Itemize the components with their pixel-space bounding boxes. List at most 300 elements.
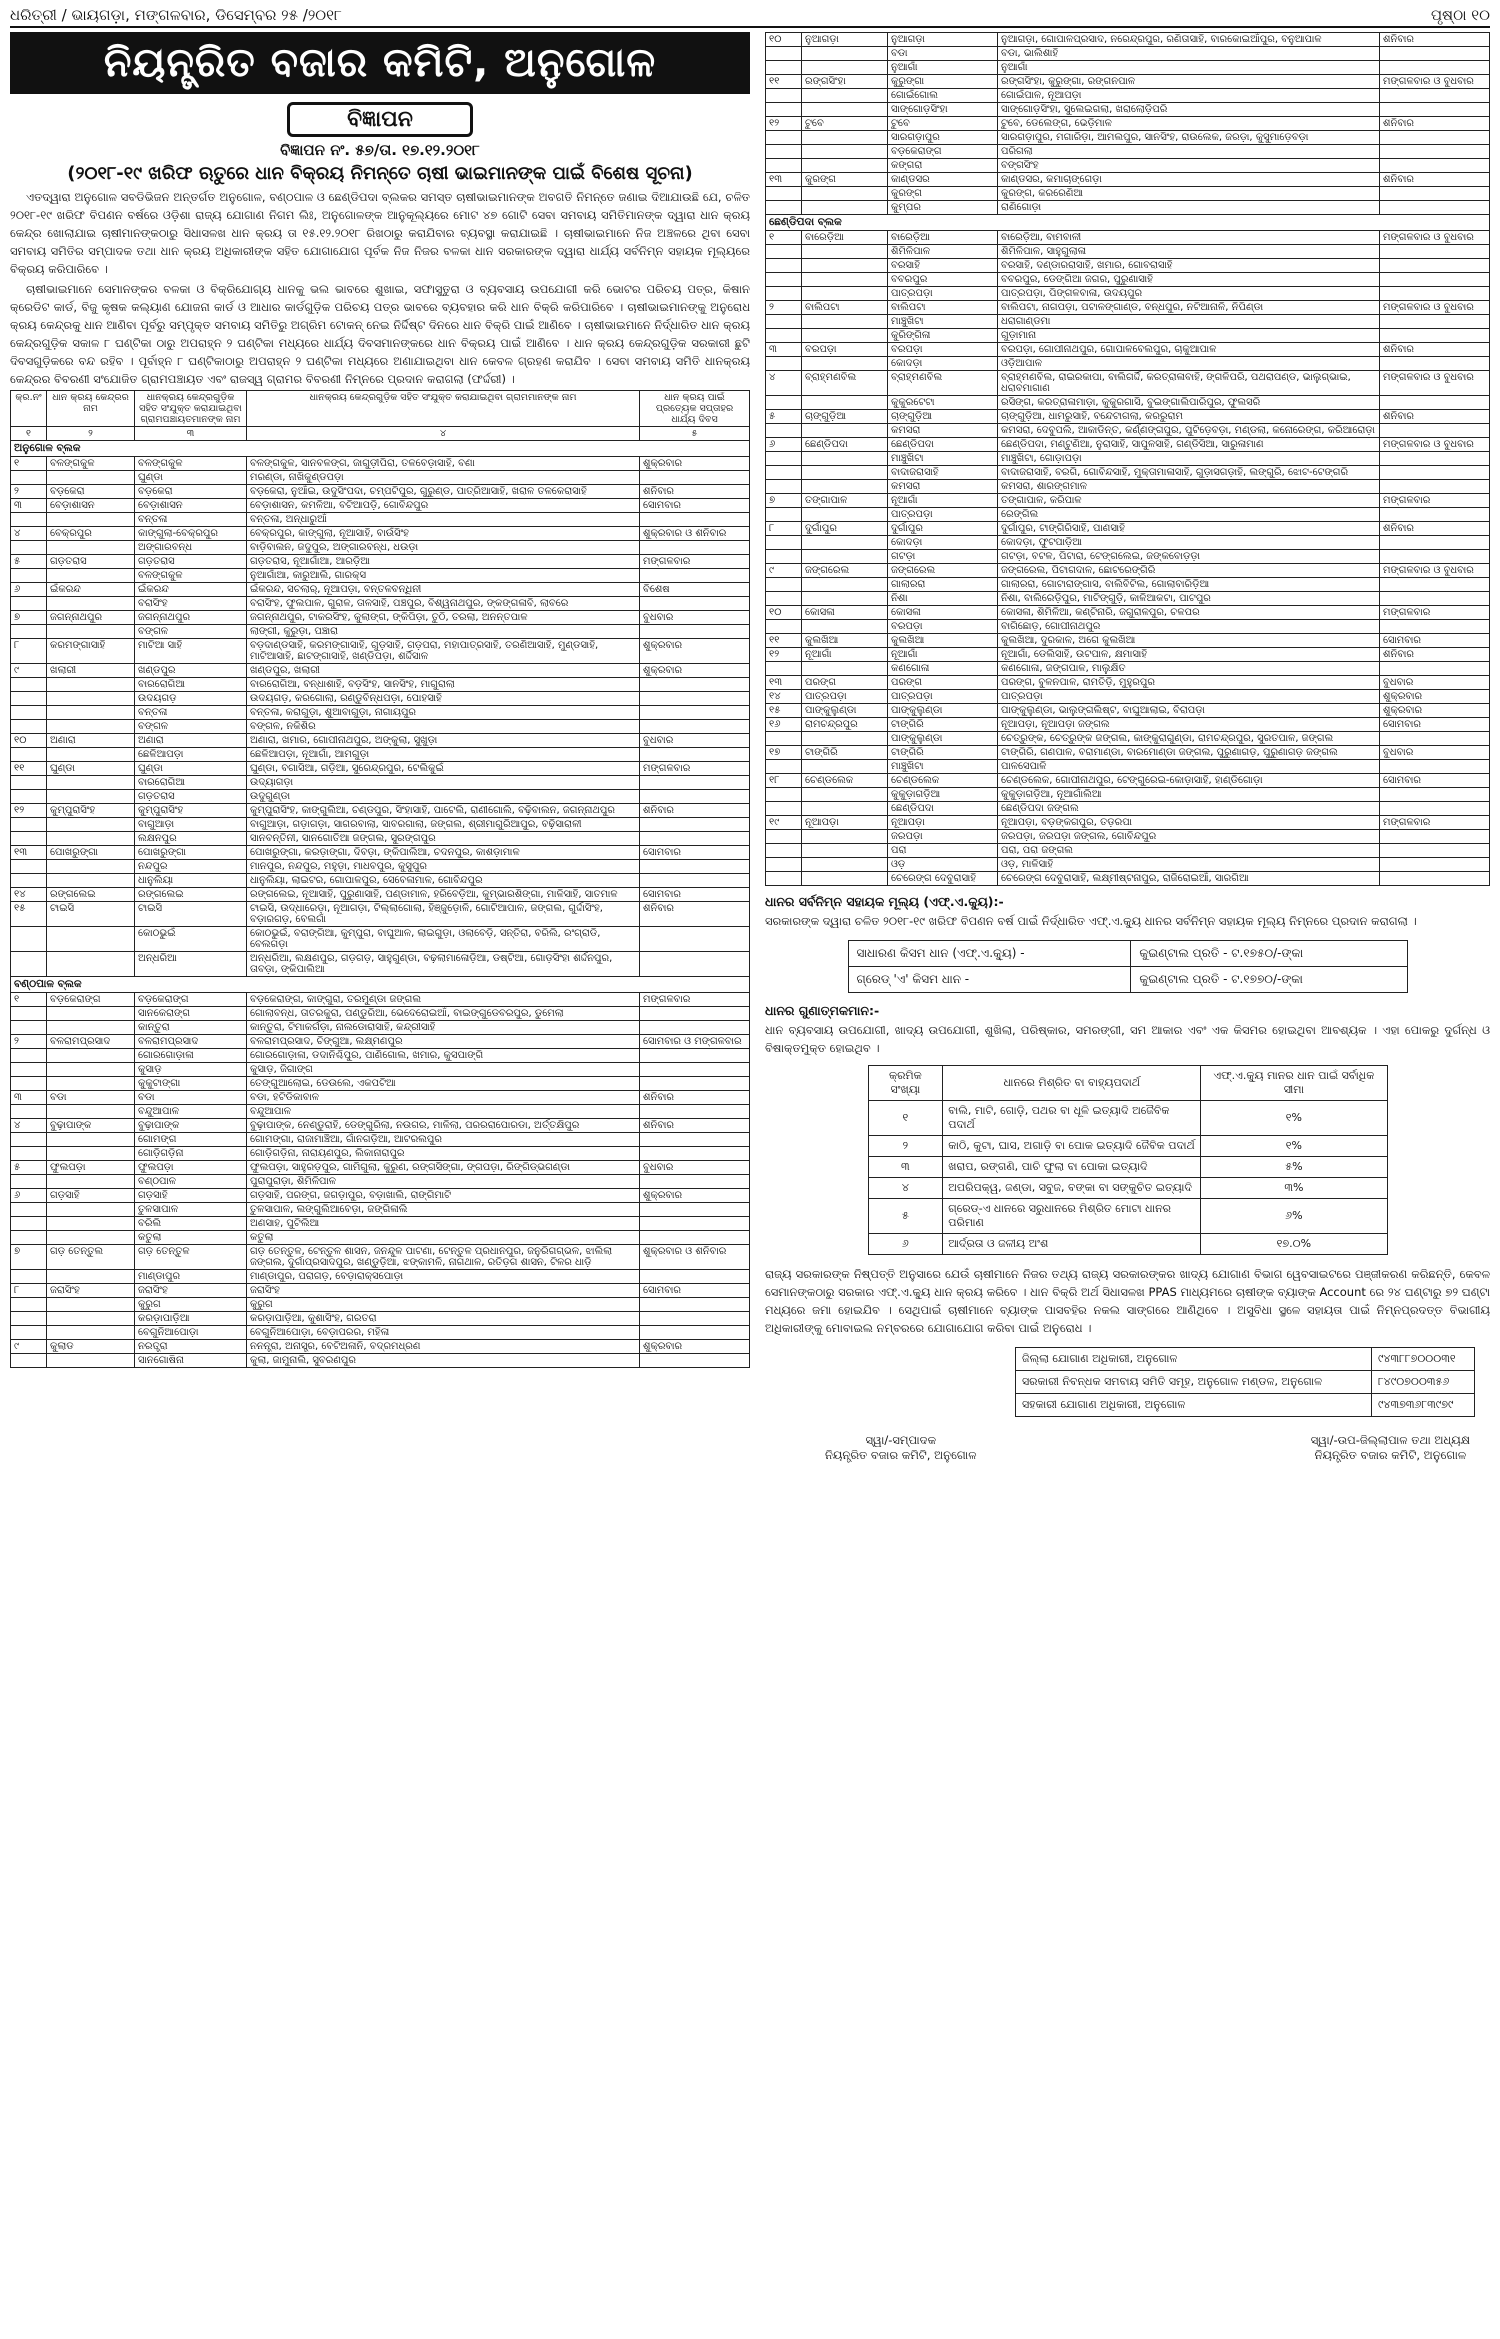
cell-villages: ମରଣ୍ଡା, ନାଖିକୁଣ୍ଡପଡ଼ା (247, 471, 640, 485)
cell-sl: ୧୦ (11, 734, 47, 748)
cell-center (47, 720, 135, 734)
table-row (11, 762, 750, 776)
cell-day (1380, 89, 1490, 103)
signature-chairman: ସ୍ୱା/-ଉପ-ଜିଲ୍ଲାପାଳ ତଥା ଅଧ୍ୟକ୍ଷ ନିୟନ୍ତ୍ରିତ ବଜାର କମିଟି, ଅନୁଗୋଳ (1310, 1433, 1470, 1462)
cell-sl (11, 1147, 47, 1161)
cell-villages: ବଡା, ହଟିଡିକାବାଳ (247, 1091, 640, 1105)
table-row (11, 927, 750, 952)
table-row (766, 774, 1490, 788)
cell-villages: ବୁଢ଼ାପାଙ୍କ, ନେଣ୍ଡୁରାହି, ଡେଙ୍ଗୁରିଲା, ନଉଗର, ମାଳିଲା, ପରରରାପୋରଡା, ଅର୍ତ୍ତକ୍ଷିପୁର (247, 1119, 640, 1133)
cell-center (47, 1133, 135, 1147)
table-row (11, 1035, 750, 1049)
cell-day (640, 818, 750, 832)
cell-day (640, 513, 750, 527)
cell-villages: ଗଡ଼ ତେନ୍ତୁଳ, ଟେନ୍ତୁଳ ଶାସନ, ଜନନ୍ଦୁଳ ପାଟଣା, ଟେନ୍ତୁଳ ପ୍ରଧାନପୁର, ଜନୁରିଗଗ୍ଭଳ, ଝାଲିଲା ଜଙ୍ଗଲ, ଦୁର୍ଗାପ୍ରସାଦପୁର, ଖଣ୍ଡୁଡ଼ିଆ, ଝଙ୍କାମଳି, ନାଗଥାଳ, ରତିଡ଼ଗ ଶାସନ, ଟିଳର ଧାଡ଼ି (247, 1245, 640, 1270)
cell-center (47, 471, 135, 485)
cell-gp: ମାଞ୍ଚୁଖିଟା (888, 452, 998, 466)
table-row (11, 748, 750, 762)
cell-day (640, 832, 750, 846)
col-number: ୨ (47, 427, 135, 441)
cell-sl (766, 592, 802, 606)
table-row (11, 720, 750, 734)
cell-sl (11, 952, 47, 977)
cell-day (1380, 578, 1490, 592)
cell-villages: ବଳରାମପ୍ରସାଦ, ଚିଙ୍ଗୁଆ, ଲକ୍ଷ୍ମଣପୁର (247, 1035, 640, 1049)
cell-villages: ଜଙ୍ଗରେଲ, ପିଟାଗଦାଳ, ଛୋଟରେଙ୍ଗିରି (998, 564, 1380, 578)
cell-day: ଶୁକ୍ରବାର (640, 1189, 750, 1203)
cell-sl: ୧୩ (766, 173, 802, 187)
table-row (11, 952, 750, 977)
cell-villages: ଲାଙ୍ଗୀ, କୁରୁଡ଼ା, ପଞ୍ଚାରା (247, 625, 640, 639)
cell-day (640, 1063, 750, 1077)
cell-sl: ୧ (11, 457, 47, 471)
cell-gp: ନୂଆଗାଁ (888, 648, 998, 662)
col-header-center: ଧାନ କ୍ରୟ କେନ୍ଦ୍ରର ନାମ (47, 391, 135, 427)
cell-day: ଶନିବାର (1380, 648, 1490, 662)
msp-text: ସରକାରଙ୍କ ଦ୍ୱାରା ଚଳିତ ୨୦୧୮-୧୯ ଖରିଫ ବିପଣନ ବର୍ଷ ପାଇଁ ନିର୍ଦ୍ଧାରିତ ଏଫ୍.ଏ.କ୍ୟୁ ଧାନର ସର୍ବନିମ୍ନ ସହାୟକ ମୂଲ୍ୟ ନିମ୍ନରେ ପ୍ରଦାନ କରାଗଲା । (765, 914, 1417, 928)
quality-sl: ୧ (868, 1101, 943, 1136)
cell-sl: ୮ (11, 1284, 47, 1298)
cell-villages: ପାତ୍ରପଡ଼ା, ପିଙ୍ଗଳବାଳା, ଉଦୟପୁର (998, 287, 1380, 301)
cell-center: ଦୁର୍ଗାପୁର (802, 522, 888, 536)
cell-day: ବୁଧବାର (1380, 676, 1490, 690)
table-row (766, 396, 1490, 410)
cell-gp: ଉଦୟଗଡ଼ (135, 692, 247, 706)
cell-sl: ୧୧ (11, 762, 47, 776)
cell-sl: ୨ (11, 1035, 47, 1049)
intro-text (10, 188, 750, 388)
cell-sl (11, 1217, 47, 1231)
table-row (766, 508, 1490, 522)
cell-day (1380, 550, 1490, 564)
cell-gp: ଟାଙ୍ଗିରି (888, 746, 998, 760)
cell-center (802, 201, 888, 215)
cell-day: ମଙ୍ଗଳବାର ଓ ବୁଧବାର (1380, 75, 1490, 89)
cell-center (47, 1203, 135, 1217)
quality-item: କାଠି, କୁଟା, ଘାସ, ଅଗାଡ଼ି ବା ପୋକ ଇତ୍ୟାଦି ଜୈବିକ ପଦାର୍ଥ (943, 1136, 1201, 1157)
cell-day (640, 706, 750, 720)
cell-day (1380, 662, 1490, 676)
table-row (766, 872, 1490, 886)
cell-sl: ୪ (11, 1119, 47, 1133)
cell-center (802, 536, 888, 550)
table-row (766, 732, 1490, 746)
cell-day (1380, 273, 1490, 287)
cell-gp: କମସରା (888, 424, 998, 438)
cell-sl (766, 131, 802, 145)
cell-villages: ଟୁବେ, ଡେଲେଙ୍ଗ, ଭେଡ଼ିମାଳ (998, 117, 1380, 131)
signatures (765, 1433, 1490, 1473)
cell-gp: ବାଗୁଆଡ଼ା (135, 818, 247, 832)
table-row (868, 1157, 1387, 1178)
cell-villages: କମସରା, ଶାରଙ୍ଗମାଳ (998, 480, 1380, 494)
cell-sl (11, 927, 47, 952)
cell-gp: କମସରା (888, 480, 998, 494)
cell-day (1380, 452, 1490, 466)
cell-sl: ୧୧ (766, 634, 802, 648)
col-header-villages: ଧାନକ୍ରୟ କେନ୍ଦ୍ରଗୁଡ଼ିକ ସହିତ ସଂଯୁକ୍ତ କରାଯାଇଥିବା ଗ୍ରାମମାନଙ୍କ ନାମ (247, 391, 640, 427)
cell-day (640, 597, 750, 611)
cell-gp: ଟାଙ୍ଗିରି (888, 718, 998, 732)
cell-gp: ଛେଣ୍ଡିପଦା (888, 438, 998, 452)
cell-sl (766, 315, 802, 329)
cell-day: ଶନିବାର (640, 902, 750, 927)
cell-gp: ନୂଆଗାଁ (888, 494, 998, 508)
table-row (11, 818, 750, 832)
cell-villages: ଜରପଡ଼ା, ଜରପଡ଼ା ଜଙ୍ଗଲ, ଗୋବିନ୍ଦପୁର (998, 830, 1380, 844)
cell-sl (766, 103, 802, 117)
cell-gp: ବେଡ଼ାଶାସନ (135, 499, 247, 513)
table-row (11, 706, 750, 720)
table-row (11, 776, 750, 790)
cell-villages: ଗଟଡ଼ା, ବଟଳ, ପିଟାରା, ଟେଙ୍ଗଲେଇ, ଜଙ୍କବୋଡ଼ଡ଼ା (998, 550, 1380, 564)
cell-gp: କୋଠଭୁଇଁ (135, 927, 247, 952)
cell-center: ଜରାସିଂହ (47, 1284, 135, 1298)
table-row (11, 692, 750, 706)
table-row (766, 802, 1490, 816)
cell-day (640, 1175, 750, 1189)
cell-sl: ୧୮ (766, 774, 802, 788)
quality-limit: ୧୭.୦% (1201, 1234, 1387, 1255)
cell-day (1380, 732, 1490, 746)
cell-center (802, 131, 888, 145)
cell-center (47, 860, 135, 874)
cell-sl (11, 678, 47, 692)
cell-villages: ପରିଗଲା (998, 145, 1380, 159)
contact-phone: ୯୪୩୮୮୭୦୦୦୩୧ (1371, 1348, 1474, 1371)
cell-gp: ଗୋମଙ୍ଗ (135, 1133, 247, 1147)
table-row (11, 485, 750, 499)
cell-villages: ଗୋମଙ୍ଗା, ରାଜାମାଞ୍ଚିଆ, ଗାଁନଗଡ଼ିଆ, ଆଟରଲପୁର (247, 1133, 640, 1147)
table-row (766, 760, 1490, 774)
cell-villages: ବଡ଼କେରାଙ୍ଗ, କାଙ୍ଗୁରା, ତରମୁଣ୍ଡା ଜଙ୍ଗଲ (247, 993, 640, 1007)
cell-villages: କୁରଙ୍ଗ, କରରେଣିଆ (998, 187, 1380, 201)
cell-gp: ବନ୍ଦୁଆପାଳ (135, 1105, 247, 1119)
cell-center: ଜଗନ୍ନାଥପୁର (47, 611, 135, 625)
cell-villages: କୋସଳା, ଶିମିଳିଆ, କଣ୍ଟିନାରି, ଜଗୁରାଳପୁର, ଚଳପର (998, 606, 1380, 620)
table-row (766, 410, 1490, 424)
cell-day (1380, 47, 1490, 61)
cell-sl (766, 329, 802, 343)
cell-gp: କୁକୁରଟେଟା (888, 396, 998, 410)
cell-center: ବେକ୍ରପୁର (47, 527, 135, 541)
col-number: ୧ (11, 427, 47, 441)
cell-day (640, 1133, 750, 1147)
cell-villages: ନୂଆପଡ଼ା, ନୂଆପଡ଼ା ଜଙ୍ଗଲ (998, 718, 1380, 732)
table-row (848, 967, 1407, 993)
cell-day (640, 1049, 750, 1063)
cell-gp: ନୁଆଗାଁ (888, 61, 998, 75)
cell-sl: ୧୦ (766, 606, 802, 620)
cell-sl (11, 1007, 47, 1021)
cell-day (640, 1021, 750, 1035)
cell-center (47, 1298, 135, 1312)
cell-center (802, 89, 888, 103)
cell-center (802, 357, 888, 371)
cell-center (802, 592, 888, 606)
cell-gp: ଗଡ଼ ତେନ୍ତୁଳ (135, 1245, 247, 1270)
cell-villages: ନୂଆଗାଁ, ଡେଲିସାହି, ଉଟପାଳ, କ୍ଷମାସାହି (998, 648, 1380, 662)
cell-center: ବାରେଡ଼ିଆ (802, 231, 888, 245)
cell-center: ଚାଙ୍ଗୁଡ଼ିଆ (802, 410, 888, 424)
cell-villages: ରାଣିଗୋଡ଼ା (998, 201, 1380, 215)
table-row (766, 466, 1490, 480)
cell-gp: ନରତ୍ତ୍ରା (135, 1340, 247, 1354)
cell-sl (11, 1105, 47, 1119)
cell-day (1380, 466, 1490, 480)
cell-gp: ବଳଙ୍ଗକୁଳ (135, 569, 247, 583)
table-row (766, 371, 1490, 396)
cell-day: ମଙ୍ଗଳବାର (640, 555, 750, 569)
table-row (11, 1189, 750, 1203)
cell-day: ଶନିବାର (640, 804, 750, 818)
cell-gp: ବରସାହି (888, 259, 998, 273)
cell-sl: ୩ (11, 1091, 47, 1105)
table-row (766, 301, 1490, 315)
cell-day: ମଙ୍ଗଳବାର ଓ ବୁଧବାର (1380, 371, 1490, 396)
cell-villages: ଗୋଡ଼ିଗଡ଼ିନା, ନାରାୟଣପୁର, ଲିକାନାରାପୁର (247, 1147, 640, 1161)
table-row (766, 536, 1490, 550)
cell-gp: ଫୁଲପଡ଼ା (135, 1161, 247, 1175)
cell-sl (11, 1312, 47, 1326)
cell-sl: ୧୨ (766, 117, 802, 131)
contact-office: ସରକାରୀ ନିବନ୍ଧକ ସମବାୟ ସମିତି ସମୂହ, ଅନୁଗୋଳ ମଣ୍ଡଳ, ଅନୁଗୋଳ (1016, 1371, 1372, 1394)
cell-center (802, 145, 888, 159)
cell-gp: ମାଞ୍ଚୁଖିଟା (888, 760, 998, 774)
cell-center (47, 1147, 135, 1161)
cell-villages: ବବରପୁର, ଡେଙ୍ଗିଆ ଜଗର, ପୁରୁଣାସାହି (998, 273, 1380, 287)
table-row (766, 592, 1490, 606)
procurement-schedule-table (10, 390, 750, 1368)
cell-day: ଶୁକ୍ରବାର ଓ ଶନିବାର (640, 527, 750, 541)
cell-gp: ପାତ୍ରପଡ଼ା (888, 508, 998, 522)
cell-day: ବୁଧବାର (640, 734, 750, 748)
cell-day (1380, 159, 1490, 173)
cell-gp: ଓଡ଼ (888, 858, 998, 872)
cell-center: ବେଡ଼ାଶାସନ (47, 499, 135, 513)
cell-sl (766, 452, 802, 466)
cell-gp: ବଳରାମପ୍ରସାଦ (135, 1035, 247, 1049)
cell-gp: ଟାଇସି (135, 902, 247, 927)
table-row (11, 597, 750, 611)
cell-gp: ମାଞ୍ଚୁଖିଟା (888, 315, 998, 329)
cell-villages: ବଡ଼କେରା, ନୁଆଁଇ, ଉଦୁସିଂପଦା, ଚମ୍ପଟିପୁର, ଗୁରୁଣ୍ଡ, ପାତ୍ରିଆସାହି, ଖରାଳ ତଳକେରାସାହି (247, 485, 640, 499)
cell-sl: ୭ (766, 494, 802, 508)
cell-villages: ନୁଆଗାଁଆ, କାରୁଆଲି, ଗାରକ୍ସ (247, 569, 640, 583)
cell-sl: ୧୨ (11, 804, 47, 818)
col-number: ୪ (247, 427, 640, 441)
cell-center: ବାଲିପଟା (802, 301, 888, 315)
table-row (11, 678, 750, 692)
cell-villages: ଶିମିଳିପାଳ, ସାହୁଗୁଲାଳା (998, 245, 1380, 259)
quality-sl: ୪ (868, 1178, 943, 1199)
cell-villages: ଜରାସିଂହ (247, 1284, 640, 1298)
cell-day (640, 1231, 750, 1245)
cell-villages: ଘୁଣ୍ଡା, ବଗାସିଆ, ଗଡ଼ିଆ, ସୁରେନ୍ଦ୍ରପୁର, ଟେଲିକୁଇଁ (247, 762, 640, 776)
cell-villages: କମସରା, ଦେବୁପଲି, ଆକାଡିନ୍ତ, କର୍ଣ୍ଣଙ୍ଗପୁର, ପୁଟିଡ଼େବଡ଼ା, ମଣ୍ଡଲା, କନୋରେଙ୍ଗ, କରିଆରୋଡ଼ା (998, 424, 1380, 438)
cell-gp: ତୁଳସାପାଳ (135, 1203, 247, 1217)
cell-sl (766, 259, 802, 273)
cell-day: ସୋମବାର (640, 846, 750, 860)
cell-center: ରଙ୍ଗସିଂହା (802, 75, 888, 89)
cell-gp: ବନ୍ତଳା (135, 706, 247, 720)
table-row (11, 1175, 750, 1189)
cell-day (640, 927, 750, 952)
cell-day (640, 1312, 750, 1326)
cell-sl (766, 858, 802, 872)
block-heading-row (766, 215, 1490, 231)
cell-sl: ୬ (766, 438, 802, 452)
cell-sl (11, 1270, 47, 1284)
cell-center: ଖଲାରୀ (47, 664, 135, 678)
cell-sl (11, 1063, 47, 1077)
cell-villages: କୁଲଖିଆ, ଦୁରକାଳ, ଅଗେ କୁଲଖିଆ (998, 634, 1380, 648)
cell-gp: ନୂଆପଡ଼ା (888, 816, 998, 830)
cell-sl (11, 625, 47, 639)
cell-gp: ସାଙ୍ଗୋଡ଼ସିଂହା (888, 103, 998, 117)
cell-center (802, 508, 888, 522)
cell-gp: ଲକ୍ଷନପୁର (135, 832, 247, 846)
cell-gp: ଜଙ୍ଗରେଲ (888, 564, 998, 578)
page-number: ପୃଷ୍ଠା ୧୦ (1430, 6, 1490, 24)
cell-gp: ବଙ୍ଗଳ (135, 625, 247, 639)
cell-villages: ପାତ୍ରପଡ଼ା (998, 690, 1380, 704)
cell-day (1380, 872, 1490, 886)
table-row (11, 1119, 750, 1133)
quality-item: ବାଲି, ମାଟି, ଗୋଡ଼ି, ପଥର ବା ଧୂଳି ଇତ୍ୟାଦି ଅଜୈବିକ ପଦାର୍ଥ (943, 1101, 1201, 1136)
cell-gp: ବଣ୍ଠପାଳ (135, 1175, 247, 1189)
cell-day (1380, 858, 1490, 872)
cell-day (640, 1203, 750, 1217)
cell-day (1380, 329, 1490, 343)
cell-center (47, 1326, 135, 1340)
table-row (11, 639, 750, 664)
cell-gp: ପାତ୍ରପଡ଼ା (888, 690, 998, 704)
table-row (766, 788, 1490, 802)
cell-center (802, 273, 888, 287)
cell-center (47, 692, 135, 706)
table-row (11, 664, 750, 678)
cell-gp: ପାତ୍ରପଡ଼ା (888, 287, 998, 301)
cell-sl: ୧୦ (766, 33, 802, 47)
cell-villages: ଉଦ୍ୟାଗଡ଼ା (247, 776, 640, 790)
cell-gp: କାଙ୍ଗୁଲା-ବେକ୍ରପୁର (135, 527, 247, 541)
cell-gp: କଣଗୋଳା (888, 662, 998, 676)
cell-gp: ଅନ୍ଧରିଆ (135, 952, 247, 977)
cell-villages: ଚେରେଙ୍ଗ ଦେବୁରାସାହି, ଲକ୍ଷ୍ମୀଷ୍ଟନାପୁର, ରାଜିରୋଇଆଁ, ସାରଗିଆ (998, 872, 1380, 886)
cell-gp: ନିଶା (888, 592, 998, 606)
cell-villages: ଗୋରଗୋଡ଼ାଳା, ଡଦାନିଶ୍ଚିପୁର, ପାଣିଗୋଲ, ଖମାର, କୁସପାଙ୍ଗି (247, 1049, 640, 1063)
cell-gp: ଜରାସିଂହ (135, 1284, 247, 1298)
cell-day (1380, 620, 1490, 634)
table-row (11, 790, 750, 804)
cell-center (802, 844, 888, 858)
table-row (11, 1354, 750, 1368)
cell-sl (766, 273, 802, 287)
table-row (766, 245, 1490, 259)
cell-villages: ଧାନୁଲିୟା, ଲାଇଟର, ଗୋପାଳପୁର, ସେବେଳାମାଳ, ଗୋବିନ୍ଦପୁର (247, 874, 640, 888)
cell-center (47, 927, 135, 952)
cell-center: ଗଡ଼ସାହି (47, 1189, 135, 1203)
cell-day (1380, 357, 1490, 371)
cell-villages: ବାଦାଜରାସାହି, ବରଗି, ଗୋବିନ୍ଦସାହି, ମୁକ୍ତାମାଳାସାହି, ଗୁଡ଼ାସଗଡ଼ାହି, ଲଙ୍ଗୁରି, ଝୋଟ-ଟେଙ୍ଗରି (998, 466, 1380, 480)
cell-gp: ଖଣ୍ଡପୁର (135, 664, 247, 678)
cell-day: ସୋମବାର ଓ ମଙ୍ଗଳବାର (640, 1035, 750, 1049)
table-row (1016, 1371, 1475, 1394)
cell-sl (766, 578, 802, 592)
cell-day: ଶୁକ୍ରବାର (1380, 690, 1490, 704)
cell-sl (766, 732, 802, 746)
cell-gp: ନନ୍ଦପୁର (135, 860, 247, 874)
table-row (766, 690, 1490, 704)
cell-villages: ପାଙ୍କୁଲୁଣ୍ଡା, ଭାଲୁଙ୍ଗଲିଷ୍ଟ, ବାଘୁଆଲାଇ, ବିରାପଡ଼ା (998, 704, 1380, 718)
cell-villages: ବରପଡ଼ା, ଗୋପୀନାଥପୁର, ଗୋପାଳବେଲପୁର, ଚାକୁଆପାଳ (998, 343, 1380, 357)
cell-gp: ରଙ୍ଗଲେଇ (135, 888, 247, 902)
cell-day: ସୋମବାର (1380, 718, 1490, 732)
quality-table (868, 1065, 1388, 1255)
cell-center (47, 597, 135, 611)
notice-subheading: (୨୦୧୮-୧୯ ଖରିଫ ଋତୁରେ ଧାନ ବିକ୍ରୟ ନିମନ୍ତେ ଚାଷୀ ଭାଇମାନଙ୍କ ପାଇଁ ବିଶେଷ ସୂଚନା) (67, 163, 693, 184)
cell-gp: ବଙ୍ଗଳ (135, 720, 247, 734)
cell-sl (766, 89, 802, 103)
cell-sl: ୭ (11, 1245, 47, 1270)
cell-sl (766, 287, 802, 301)
table-row (11, 1231, 750, 1245)
col-number: ୩ (135, 427, 247, 441)
table-row (766, 480, 1490, 494)
cell-center: ଗଡ଼ତରାସ (47, 555, 135, 569)
cell-day (1380, 844, 1490, 858)
table-row (11, 625, 750, 639)
cell-day (640, 569, 750, 583)
quality-header-limit: ଏଫ୍.ଏ.କ୍ୟୁ ମାନର ଧାନ ପାଇଁ ସର୍ବାଧିକ ସୀମା (1201, 1066, 1387, 1101)
cell-gp: କଙ୍ଗରା (888, 159, 998, 173)
cell-villages: କଣଗୋଳା, ଜଙ୍ଗପାଳ, ମାଲୁକ୍ଷିତ (998, 662, 1380, 676)
cell-villages: ବାଡ଼ିବାଲନ, ଜଦୁପୁର, ଅଙ୍ଗାରବନ୍ଧ, ଧଉଡ଼ା (247, 541, 640, 555)
table-row (766, 452, 1490, 466)
left-column (10, 32, 750, 2332)
cell-sl (11, 790, 47, 804)
cell-villages: ଗୋଲାବନ୍ଧ, ତାତରକୁରା, ପଣ୍ଡୁରିଆ, ଭେଦେରୋଇଆଁ, ବାଇଙ୍ଗୁଡେବରପୁର, ଡୁମେଲା (247, 1007, 640, 1021)
cell-center: ତଙ୍ଗାପାଳ (802, 494, 888, 508)
cell-day (1380, 201, 1490, 215)
cell-villages: ପୁରାପୁରାଡ଼ା, ଶିମିଳିପାଳ (247, 1175, 640, 1189)
table-row (766, 676, 1490, 690)
table-row (11, 541, 750, 555)
cell-sl (766, 145, 802, 159)
cell-villages: କାଣ୍ଡସର, କମାଚାଙ୍ଗେଡ଼ା (998, 173, 1380, 187)
cell-day (640, 860, 750, 874)
cell-day (640, 1147, 750, 1161)
cell-day: ଶୁକ୍ରବାର (640, 664, 750, 678)
cell-center: କରମଙ୍ଗାସାହି (47, 639, 135, 664)
cell-sl (11, 471, 47, 485)
cell-villages: ବଡା, ଭାଲିଶାହି (998, 47, 1380, 61)
cell-villages: ଅନ୍ଧରିଆ, ଲକ୍ଷଣପୁର, ଗଡ଼ଗଡ଼, ସାହୁଗୁଣ୍ଡା, ବଢ଼ଲାମାଳୋଡ଼ିଆ, ଡଷ୍ଟିଆ, ଗୋଡ଼ସିଂହା ଶର୍ଦ୍ଦନପୁର, ତାବଡ଼ା, ଙ୍କିପାଲିଆ (247, 952, 640, 977)
cell-sl (11, 541, 47, 555)
cell-center: ବଳଙ୍ଗକୁଳ (47, 457, 135, 471)
cell-villages: ନୁଆଗଡ଼ା, ଗୋପାଳପ୍ରସାଦ, ନରେନ୍ଦ୍ରପୁର, ରଣିତାସାହି, ବାରକୋଇଆଁପୁର, ବନୁଆପାଳ (998, 33, 1380, 47)
cell-center: ବ୍ରାହ୍ମଣବିଲ (802, 371, 888, 396)
cell-gp: ଚାଙ୍ଗୁଡ଼ିଆ (888, 410, 998, 424)
cell-sl (766, 396, 802, 410)
cell-day: ଶନିବାର (1380, 410, 1490, 424)
table-row (766, 89, 1490, 103)
cell-day: ଶନିବାର (1380, 173, 1490, 187)
cell-sl (11, 1326, 47, 1340)
cell-gp: ବାରରୋଗିଆ (135, 776, 247, 790)
cell-center (47, 1077, 135, 1091)
